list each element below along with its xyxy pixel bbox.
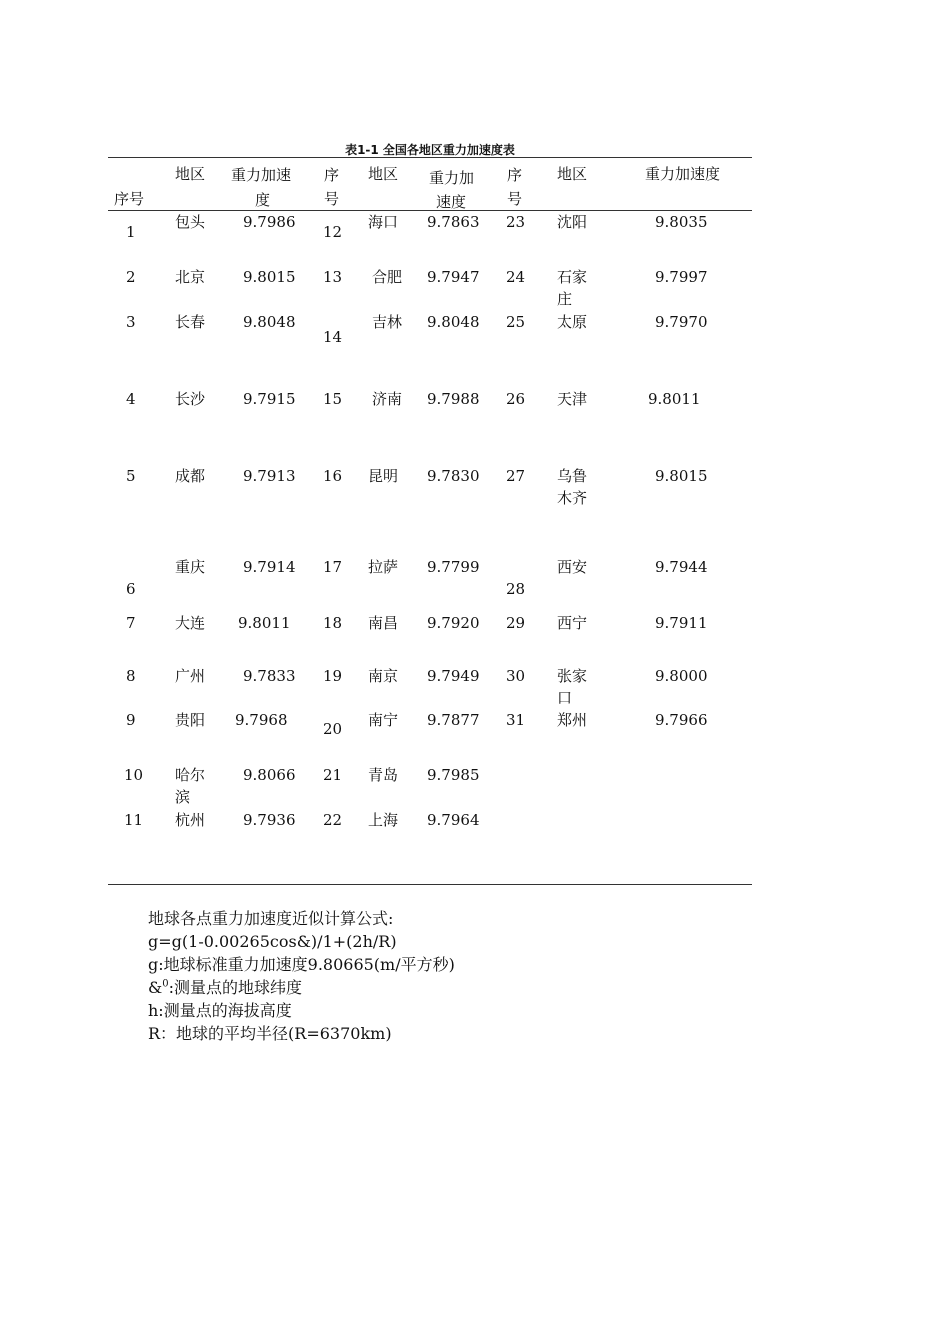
row-23-no: 23 <box>506 213 526 231</box>
row-3-region: 长春 <box>175 313 206 331</box>
row-15-region: 济南 <box>372 390 403 408</box>
row-28-no: 28 <box>506 580 526 598</box>
row-11-gravity: 9.7936 <box>243 811 296 829</box>
row-31-gravity: 9.7966 <box>655 711 708 729</box>
row-5-region: 成都 <box>175 467 206 485</box>
row-31-region: 郑州 <box>557 711 588 729</box>
row-7-no: 7 <box>126 614 136 632</box>
row-15-gravity: 9.7988 <box>427 390 480 408</box>
row-6-gravity: 9.7914 <box>243 558 296 576</box>
header-gravity-1-top: 重力加速 <box>231 166 292 184</box>
row-14-region: 吉林 <box>372 313 403 331</box>
formula-r-definition: R：地球的平均半径(R=6370km) <box>148 1024 392 1043</box>
formula-notes <box>148 907 455 1045</box>
latitude-symbol: & <box>148 978 163 997</box>
row-3-no: 3 <box>126 313 136 331</box>
row-30-no: 30 <box>506 667 526 685</box>
row-12-gravity: 9.7863 <box>427 213 480 231</box>
row-1-region: 包头 <box>175 213 206 231</box>
row-13-no: 13 <box>323 268 343 286</box>
row-27-region: 乌鲁木齐 <box>557 467 588 507</box>
formula-g-definition: g:地球标准重力加速度9.80665(m/平方秒) <box>148 955 455 974</box>
row-9-gravity: 9.7968 <box>235 711 288 729</box>
row-7-gravity: 9.8011 <box>238 614 291 632</box>
row-9-region: 贵阳 <box>175 711 206 729</box>
row-17-gravity: 9.7799 <box>427 558 480 576</box>
table-bottom-rule <box>108 884 752 885</box>
row-20-gravity: 9.7877 <box>427 711 480 729</box>
row-15-no: 15 <box>323 390 343 408</box>
row-19-gravity: 9.7949 <box>427 667 480 685</box>
row-26-region: 天津 <box>557 390 588 408</box>
row-23-gravity: 9.8035 <box>655 213 708 231</box>
row-24-gravity: 9.7997 <box>655 268 708 286</box>
row-18-region: 南昌 <box>368 614 399 632</box>
row-4-no: 4 <box>126 390 136 408</box>
row-21-gravity: 9.7985 <box>427 766 480 784</box>
row-17-no: 17 <box>323 558 343 576</box>
row-8-no: 8 <box>126 667 136 685</box>
row-23-region: 沈阳 <box>557 213 588 231</box>
header-gravity-2-top: 重力加 <box>429 169 475 187</box>
row-8-gravity: 9.7833 <box>243 667 296 685</box>
row-22-gravity: 9.7964 <box>427 811 480 829</box>
row-19-region: 南京 <box>368 667 399 685</box>
header-region-2: 地区 <box>368 165 399 183</box>
row-12-region: 海口 <box>368 213 399 231</box>
row-6-no: 6 <box>126 580 136 598</box>
row-30-region: 张家口 <box>557 667 588 707</box>
row-21-region: 青岛 <box>368 766 399 784</box>
row-26-gravity: 9.8011 <box>648 390 701 408</box>
row-7-region: 大连 <box>175 614 206 632</box>
header-seq-2-top: 序 <box>324 166 340 184</box>
row-29-no: 29 <box>506 614 526 632</box>
row-4-gravity: 9.7915 <box>243 390 296 408</box>
header-region-3: 地区 <box>557 165 588 183</box>
formula-equation: g=g(1-0.00265cos&)/1+(2h/R) <box>148 932 397 951</box>
row-25-region: 太原 <box>557 313 588 331</box>
row-18-gravity: 9.7920 <box>427 614 480 632</box>
row-20-region: 南宁 <box>368 711 399 729</box>
row-1-gravity: 9.7986 <box>243 213 296 231</box>
header-seq: 序号 <box>114 190 145 208</box>
row-11-no: 11 <box>124 811 144 829</box>
row-18-no: 18 <box>323 614 343 632</box>
row-22-region: 上海 <box>368 811 399 829</box>
row-2-gravity: 9.8015 <box>243 268 296 286</box>
row-10-gravity: 9.8066 <box>243 766 296 784</box>
header-gravity-1-bottom: 度 <box>255 191 271 209</box>
row-27-gravity: 9.8015 <box>655 467 708 485</box>
latitude-description: :测量点的地球纬度 <box>168 978 303 997</box>
row-13-gravity: 9.7947 <box>427 268 480 286</box>
row-8-region: 广州 <box>175 667 206 685</box>
formula-title: 地球各点重力加速度近似计算公式: <box>148 909 394 928</box>
row-21-no: 21 <box>323 766 343 784</box>
row-28-region: 西安 <box>557 558 588 576</box>
row-31-no: 31 <box>506 711 526 729</box>
row-16-region: 昆明 <box>368 467 399 485</box>
row-25-gravity: 9.7970 <box>655 313 708 331</box>
row-17-region: 拉萨 <box>368 558 399 576</box>
row-9-no: 9 <box>126 711 136 729</box>
row-2-no: 2 <box>126 268 136 286</box>
row-16-gravity: 9.7830 <box>427 467 480 485</box>
row-2-region: 北京 <box>175 268 206 286</box>
row-20-no: 20 <box>323 720 343 738</box>
header-gravity-2-bottom: 速度 <box>436 193 467 211</box>
row-30-gravity: 9.8000 <box>655 667 708 685</box>
row-14-no: 14 <box>323 328 343 346</box>
header-seq-2-bottom: 号 <box>324 190 340 208</box>
row-29-region: 西宁 <box>557 614 588 632</box>
row-5-no: 5 <box>126 467 136 485</box>
header-seq-3-bottom: 号 <box>507 190 523 208</box>
table-caption: 表1-1 全国各地区重力加速度表 <box>345 143 515 157</box>
row-24-no: 24 <box>506 268 526 286</box>
header-gravity-3: 重力加速度 <box>645 165 721 183</box>
header-region-1: 地区 <box>175 165 206 183</box>
formula-h-definition: h:测量点的海拔高度 <box>148 1001 292 1020</box>
row-28-gravity: 9.7944 <box>655 558 708 576</box>
row-14-gravity: 9.8048 <box>427 313 480 331</box>
row-12-no: 12 <box>323 223 343 241</box>
formula-latitude-definition <box>148 976 455 999</box>
row-22-no: 22 <box>323 811 343 829</box>
row-10-region: 哈尔滨 <box>175 766 206 806</box>
row-4-region: 长沙 <box>175 390 206 408</box>
row-3-gravity: 9.8048 <box>243 313 296 331</box>
row-5-gravity: 9.7913 <box>243 467 296 485</box>
row-6-region: 重庆 <box>175 558 206 576</box>
row-24-region: 石家庄 <box>557 268 588 308</box>
row-19-no: 19 <box>323 667 343 685</box>
row-1-no: 1 <box>126 223 136 241</box>
header-seq-3-top: 序 <box>507 166 523 184</box>
row-16-no: 16 <box>323 467 343 485</box>
row-13-region: 合肥 <box>372 268 403 286</box>
row-26-no: 26 <box>506 390 526 408</box>
row-10-no: 10 <box>124 766 144 784</box>
row-25-no: 25 <box>506 313 526 331</box>
row-27-no: 27 <box>506 467 526 485</box>
row-11-region: 杭州 <box>175 811 206 829</box>
row-29-gravity: 9.7911 <box>655 614 708 632</box>
degree-superscript: 0 <box>162 978 169 990</box>
table-top-rule <box>108 157 752 158</box>
